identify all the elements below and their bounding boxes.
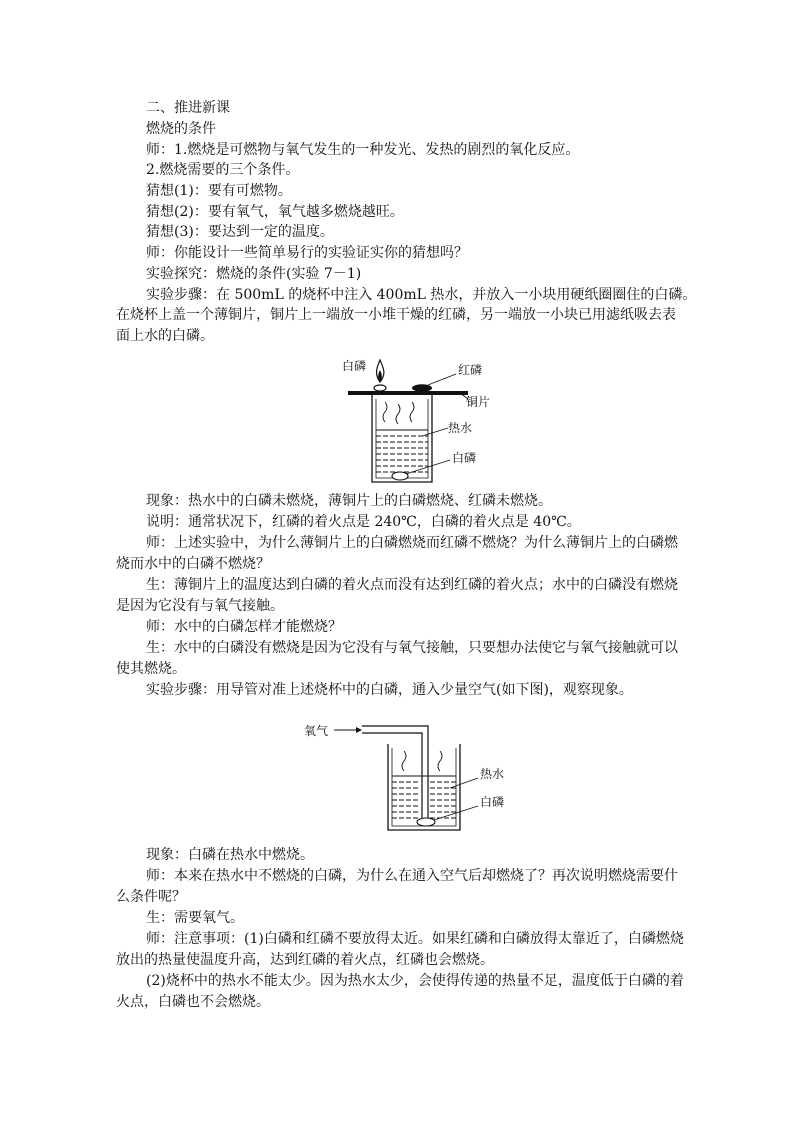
paragraph-line: 使其燃烧。 xyxy=(116,661,186,677)
white-phosphorus-icon xyxy=(374,385,386,391)
figure-copper-plate-experiment xyxy=(330,352,500,488)
paragraph-line: 师：水中的白磷怎样才能燃烧？ xyxy=(146,619,342,635)
paragraph-line: 生：需要氧气。 xyxy=(146,910,244,926)
paragraph-line: 生：薄铜片上的温度达到白磷的着火点而没有达到红磷的着火点；水中的白磷没有燃烧 xyxy=(146,577,678,593)
paragraph-line: 师：注意事项：(1)白磷和红磷不要放得太近。如果红磷和白磷放得太靠近了，白磷燃烧 xyxy=(146,931,684,947)
paragraph-line: 在烧杯上盖一个薄铜片，铜片上一端放一小堆干燥的红磷，另一端放一小块已用滤纸吸去表 xyxy=(116,307,676,323)
label-oxygen: 氧气 xyxy=(304,724,329,738)
paragraph-line: 现象：白磷在热水中燃烧。 xyxy=(146,847,314,863)
paragraph-line: 猜想(1)：要有可燃物。 xyxy=(146,183,292,199)
paragraph-line: 是因为它没有与氧气接触。 xyxy=(116,598,284,614)
label-white-phosphorus-top: 白磷 xyxy=(342,359,367,373)
paragraph-line: 实验步骤：用导管对准上述烧杯中的白磷，通入少量空气(如下图)，观察现象。 xyxy=(146,682,633,698)
paragraph-line: 2.燃烧需要的三个条件。 xyxy=(146,162,300,178)
paragraph-line: 生：水中的白磷没有燃烧是因为它没有与氧气接触，只要想办法使它与氧气接触就可以 xyxy=(146,640,678,656)
paragraph-line: 猜想(3)：要达到一定的温度。 xyxy=(146,224,334,240)
paragraph-line: 放出的热量使温度升高，达到红磷的着火点，红磷也会燃烧。 xyxy=(116,952,494,968)
paragraph-line: 猜想(2)：要有氧气，氧气越多燃烧越旺。 xyxy=(146,204,404,220)
glass-tube xyxy=(362,726,428,818)
label-hot-water: 热水 xyxy=(480,767,505,781)
arrow-right-icon xyxy=(356,727,362,733)
paragraph-line: 现象：热水中的白磷未燃烧，薄铜片上的白磷燃烧、红磷未燃烧。 xyxy=(146,493,552,509)
paragraph-line: (2)烧杯中的热水不能太少。因为热水太少，会使得传递的热量不足，温度低于白磷的着 xyxy=(146,973,684,989)
paragraph-line: 火点，白磷也不会燃烧。 xyxy=(116,994,270,1010)
paragraph-line: 师：1.燃烧是可燃物与氧气发生的一种发光、发热的剧烈的氧化反应。 xyxy=(146,142,580,158)
paragraph-line: 说明：通常状况下，红磷的着火点是 240℃，白磷的着火点是 40℃。 xyxy=(146,514,581,530)
hot-water xyxy=(392,782,456,818)
figure-oxygen-tube-experiment xyxy=(300,718,520,836)
label-hot-water: 热水 xyxy=(448,421,473,435)
red-phosphorus-icon xyxy=(412,384,432,392)
paragraph-line: 实验步骤：在 500mL 的烧杯中注入 400mL 热水，并放入一小块用硬纸圈圈住的白磷。 xyxy=(146,287,697,303)
label-white-phosphorus: 白磷 xyxy=(480,795,505,809)
white-phosphorus-icon xyxy=(417,818,435,826)
paragraph-line: 师：上述实验中，为什么薄铜片上的白磷燃烧而红磷不燃烧？为什么薄铜片上的白磷燃 xyxy=(146,535,678,551)
paragraph-line: 师：你能设计一些简单易行的实验证实你的猜想吗？ xyxy=(146,245,468,261)
label-white-phosphorus-bottom: 白磷 xyxy=(452,451,477,465)
label-copper-plate: 铜片 xyxy=(466,395,491,409)
copper-plate xyxy=(348,391,468,395)
paragraph-line: 烧而水中的白磷不燃烧？ xyxy=(116,556,270,572)
label-red-phosphorus: 红磷 xyxy=(458,363,483,377)
paragraph-line: 么条件呢？ xyxy=(116,889,186,905)
section-title: 二、推进新课 xyxy=(146,100,230,116)
paragraph-line: 师：本来在热水中不燃烧的白磷，为什么在通入空气后却燃烧了？再次说明燃烧需要什 xyxy=(146,868,678,884)
submerged-white-phosphorus-icon xyxy=(392,472,408,480)
hot-water xyxy=(376,430,428,472)
paragraph-line: 面上水的白磷。 xyxy=(116,328,214,344)
paragraph-line: 实验探究：燃烧的条件(实验 7－1) xyxy=(146,266,362,282)
topic-heading: 燃烧的条件 xyxy=(146,121,216,137)
beaker xyxy=(388,744,460,830)
